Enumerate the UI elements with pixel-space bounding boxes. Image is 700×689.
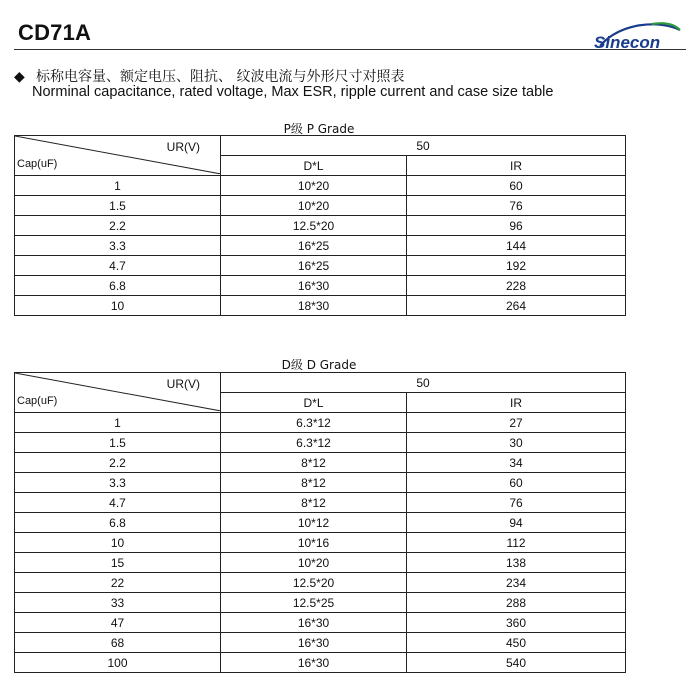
dl-cell: 12.5*20 <box>221 573 407 593</box>
cap-cell: 10 <box>15 533 221 553</box>
cap-cell: 1 <box>15 176 221 196</box>
dl-cell: 10*12 <box>221 513 407 533</box>
ir-cell: 60 <box>407 473 626 493</box>
cap-cell: 1 <box>15 413 221 433</box>
cap-label: Cap(uF) <box>17 158 58 170</box>
cap-cell: 6.8 <box>15 276 221 296</box>
table-row <box>15 553 626 573</box>
cap-cell: 6.8 <box>15 513 221 533</box>
cap-cell: 68 <box>15 633 221 653</box>
table-row <box>15 593 626 613</box>
table-row <box>15 573 626 593</box>
table-row <box>15 296 626 316</box>
dl-header: D*L <box>221 156 407 176</box>
d-grade-caption: D级 D Grade <box>281 358 357 372</box>
table-row <box>15 413 626 433</box>
table-row <box>15 453 626 473</box>
dl-cell: 16*25 <box>221 256 407 276</box>
dl-cell: 10*16 <box>221 533 407 553</box>
dl-cell: 12.5*20 <box>221 216 407 236</box>
dl-cell: 16*30 <box>221 633 407 653</box>
table-row <box>15 533 626 553</box>
table-row <box>15 433 626 453</box>
table-row <box>15 633 626 653</box>
d-grade-table <box>14 372 626 673</box>
ir-cell: 450 <box>407 633 626 653</box>
ir-cell: 27 <box>407 413 626 433</box>
ir-header: IR <box>407 156 626 176</box>
table-row <box>15 493 626 513</box>
p-grade-caption: P级 P Grade <box>283 122 355 136</box>
dl-cell: 16*30 <box>221 653 407 673</box>
dl-cell: 6.3*12 <box>221 433 407 453</box>
dl-cell: 10*20 <box>221 553 407 573</box>
table-row <box>15 176 626 196</box>
dl-cell: 8*12 <box>221 473 407 493</box>
table-row <box>15 613 626 633</box>
ir-cell: 34 <box>407 453 626 473</box>
table-row <box>15 196 626 216</box>
cap-cell: 2.2 <box>15 453 221 473</box>
voltage-header: 50 <box>221 136 626 156</box>
ir-cell: 360 <box>407 613 626 633</box>
table-row <box>15 513 626 533</box>
dl-cell: 16*25 <box>221 236 407 256</box>
brand-name: Sinecon <box>594 33 661 52</box>
p-grade-table <box>14 135 626 316</box>
ir-cell: 94 <box>407 513 626 533</box>
heading-cn <box>14 66 404 86</box>
ir-cell: 60 <box>407 176 626 196</box>
table-row <box>15 653 626 673</box>
voltage-header: 50 <box>221 373 626 393</box>
cap-cell: 33 <box>15 593 221 613</box>
cap-cell: 3.3 <box>15 473 221 493</box>
table-row <box>15 473 626 493</box>
dl-cell: 8*12 <box>221 453 407 473</box>
ir-cell: 234 <box>407 573 626 593</box>
dl-cell: 12.5*25 <box>221 593 407 613</box>
cap-label: Cap(uF) <box>17 395 58 407</box>
ir-cell: 540 <box>407 653 626 673</box>
ir-cell: 96 <box>407 216 626 236</box>
dl-cell: 16*30 <box>221 276 407 296</box>
table-row <box>15 276 626 296</box>
ir-cell: 228 <box>407 276 626 296</box>
cap-cell: 1.5 <box>15 196 221 216</box>
ir-header: IR <box>407 393 626 413</box>
ir-cell: 264 <box>407 296 626 316</box>
dl-cell: 10*20 <box>221 176 407 196</box>
d-header-corner <box>15 373 221 413</box>
cap-cell: 1.5 <box>15 433 221 453</box>
dl-cell: 18*30 <box>221 296 407 316</box>
ir-cell: 144 <box>407 236 626 256</box>
p-header-corner <box>15 136 221 176</box>
dl-cell: 6.3*12 <box>221 413 407 433</box>
cap-cell: 4.7 <box>15 493 221 513</box>
header-rule <box>14 49 686 50</box>
heading-en: Norminal capacitance, rated voltage, Max ESR, ripple current and case size table <box>32 84 554 100</box>
table-row <box>15 256 626 276</box>
ir-cell: 138 <box>407 553 626 573</box>
model-title: CD71A <box>18 20 92 45</box>
ir-cell: 192 <box>407 256 626 276</box>
cap-cell: 10 <box>15 296 221 316</box>
cap-cell: 15 <box>15 553 221 573</box>
sinecon-logo <box>590 16 686 56</box>
table-row <box>15 236 626 256</box>
dl-cell: 10*20 <box>221 196 407 216</box>
ir-cell: 30 <box>407 433 626 453</box>
cap-cell: 3.3 <box>15 236 221 256</box>
cap-cell: 22 <box>15 573 221 593</box>
cap-cell: 100 <box>15 653 221 673</box>
cap-cell: 2.2 <box>15 216 221 236</box>
dl-cell: 8*12 <box>221 493 407 513</box>
ur-label: UR(V) <box>166 140 200 154</box>
ir-cell: 76 <box>407 493 626 513</box>
ir-cell: 288 <box>407 593 626 613</box>
dl-cell: 16*30 <box>221 613 407 633</box>
heading-cn-text: 标称电容量、额定电压、阻抗、 纹波电流与外形尺寸对照表 <box>36 69 405 85</box>
table-row <box>15 216 626 236</box>
ir-cell: 112 <box>407 533 626 553</box>
dl-header: D*L <box>221 393 407 413</box>
ur-label: UR(V) <box>166 377 200 391</box>
cap-cell: 47 <box>15 613 221 633</box>
diamond-bullet-icon: ◆ <box>14 69 25 85</box>
cap-cell: 4.7 <box>15 256 221 276</box>
ir-cell: 76 <box>407 196 626 216</box>
